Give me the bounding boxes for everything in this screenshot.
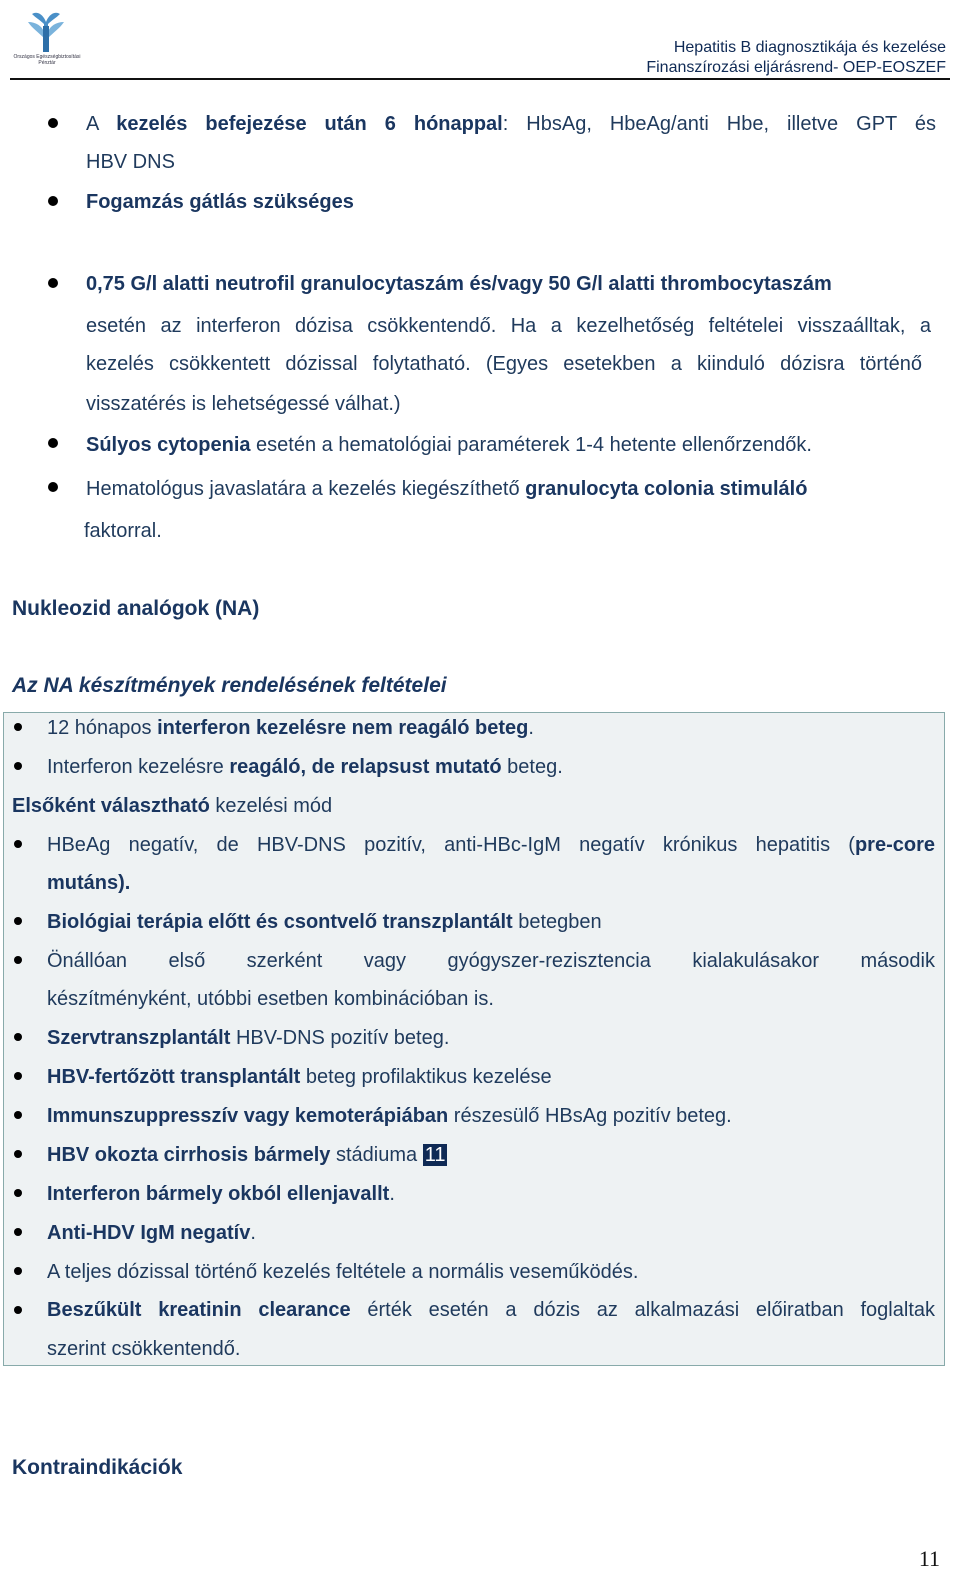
list-item: A teljes dózissal történő kezelés feltétele a normális veseműködés. [47,1261,639,1283]
list-item: Interferon kezelésre reagáló, de relapsust mutató beteg. [47,756,563,778]
list-item: HBV-fertőzött transplantált beteg profilaktikus kezelése [47,1066,552,1088]
list-item: Interferon bármely okból ellenjavallt. [47,1183,395,1205]
title-line-1: Hepatitis B diagnosztikája és kezelése [673,39,946,56]
list-item: Biológiai terápia előtt és csontvelő transzplantált betegben [47,911,602,933]
list-item-continuation: kezelés csökkentett dózissal folytatható. (Egyes esetekben a kiinduló dózisra történő [86,353,922,375]
bullet-icon [14,1111,22,1119]
page-number: 11 [918,1546,940,1571]
bullet-icon [14,1189,22,1197]
document-title [646,38,946,78]
bullet-icon [14,1072,22,1080]
first-choice-label: Elsőként választható kezelési mód [12,795,333,817]
list-item: A kezelés befejezése után 6 hónappal: HbsAg, HbeAg/anti Hbe, illetve GPT és [86,113,936,135]
list-item: Önállóan első szerként vagy gyógyszer-rezisztencia kialakulásakor második [47,950,935,972]
list-item: HBeAg negatív, de HBV-DNS pozitív, anti-HBc-IgM negatív krónikus hepatitis (pre-core [47,834,935,856]
list-item: 0,75 G/l alatti neutrofil granulocytaszám és/vagy 50 G/l alatti thrombocytaszám [86,273,832,295]
bullet-icon [14,1150,22,1158]
list-item: Szervtranszplantált HBV-DNS pozitív beteg. [47,1027,450,1049]
list-item: 12 hónapos interferon kezelésre nem reagáló beteg. [47,717,534,739]
section-subheading: Az NA készítmények rendelésének feltételei [12,674,447,697]
list-item: HBV okozta cirrhosis bármely stádiuma 11 [47,1144,446,1166]
list-item: Anti-HDV IgM negatív. [47,1222,256,1244]
bullet-icon [48,278,58,288]
bullet-icon [48,196,58,206]
list-item: Súlyos cytopenia esetén a hematológiai paraméterek 1-4 hetente ellenőrzendők. [86,434,812,456]
list-item-continuation: faktorral. [84,520,162,542]
section-heading: Nukleozid analógok (NA) [12,597,260,620]
bullet-icon [14,1306,22,1314]
contraindications-heading: Kontraindikációk [12,1456,183,1479]
bullet-icon [14,917,22,925]
list-item: Fogamzás gátlás szükséges [86,191,354,213]
list-item-continuation: HBV DNS [86,151,175,173]
bullet-icon [48,118,58,128]
list-item-continuation: készítményként, utóbbi esetben kombinációban is. [47,988,494,1010]
bullet-icon [14,840,22,848]
list-item-continuation: visszatérés is lehetségessé válhat.) [86,393,401,415]
bullet-icon [48,482,58,492]
list-item-continuation: esetén az interferon dózisa csökkentendő. Ha a kezelhetőség feltételei visszaálltak, a [86,315,931,337]
page-header [0,0,960,80]
list-item-continuation: mutáns). [47,872,131,894]
bullet-icon [14,1033,22,1041]
bullet-icon [14,956,22,964]
header-divider [10,78,950,80]
title-line-2: Finanszírozási eljárásrend- OEP-EOSZEF [646,59,946,76]
bullet-icon [14,1267,22,1275]
bullet-icon [14,1228,22,1236]
list-item: Hematológus javaslatára a kezelés kiegészíthető granulocyta colonia stimuláló [86,478,808,500]
bullet-icon [14,723,22,731]
bullet-icon [14,762,22,770]
list-item: Immunszuppresszív vagy kemoterápiában részesülő HBsAg pozitív beteg. [47,1105,732,1127]
list-item: Beszűkült kreatinin clearance érték esetén a dózis az alkalmazási előiratban foglaltak [47,1299,935,1321]
bullet-icon [48,438,58,448]
list-item-continuation: szerint csökkentendő. [47,1338,241,1360]
reference-badge[interactable]: 11 [424,1144,446,1166]
logo-caption: Országos Egészségbiztosítási Pénztár [13,54,81,66]
